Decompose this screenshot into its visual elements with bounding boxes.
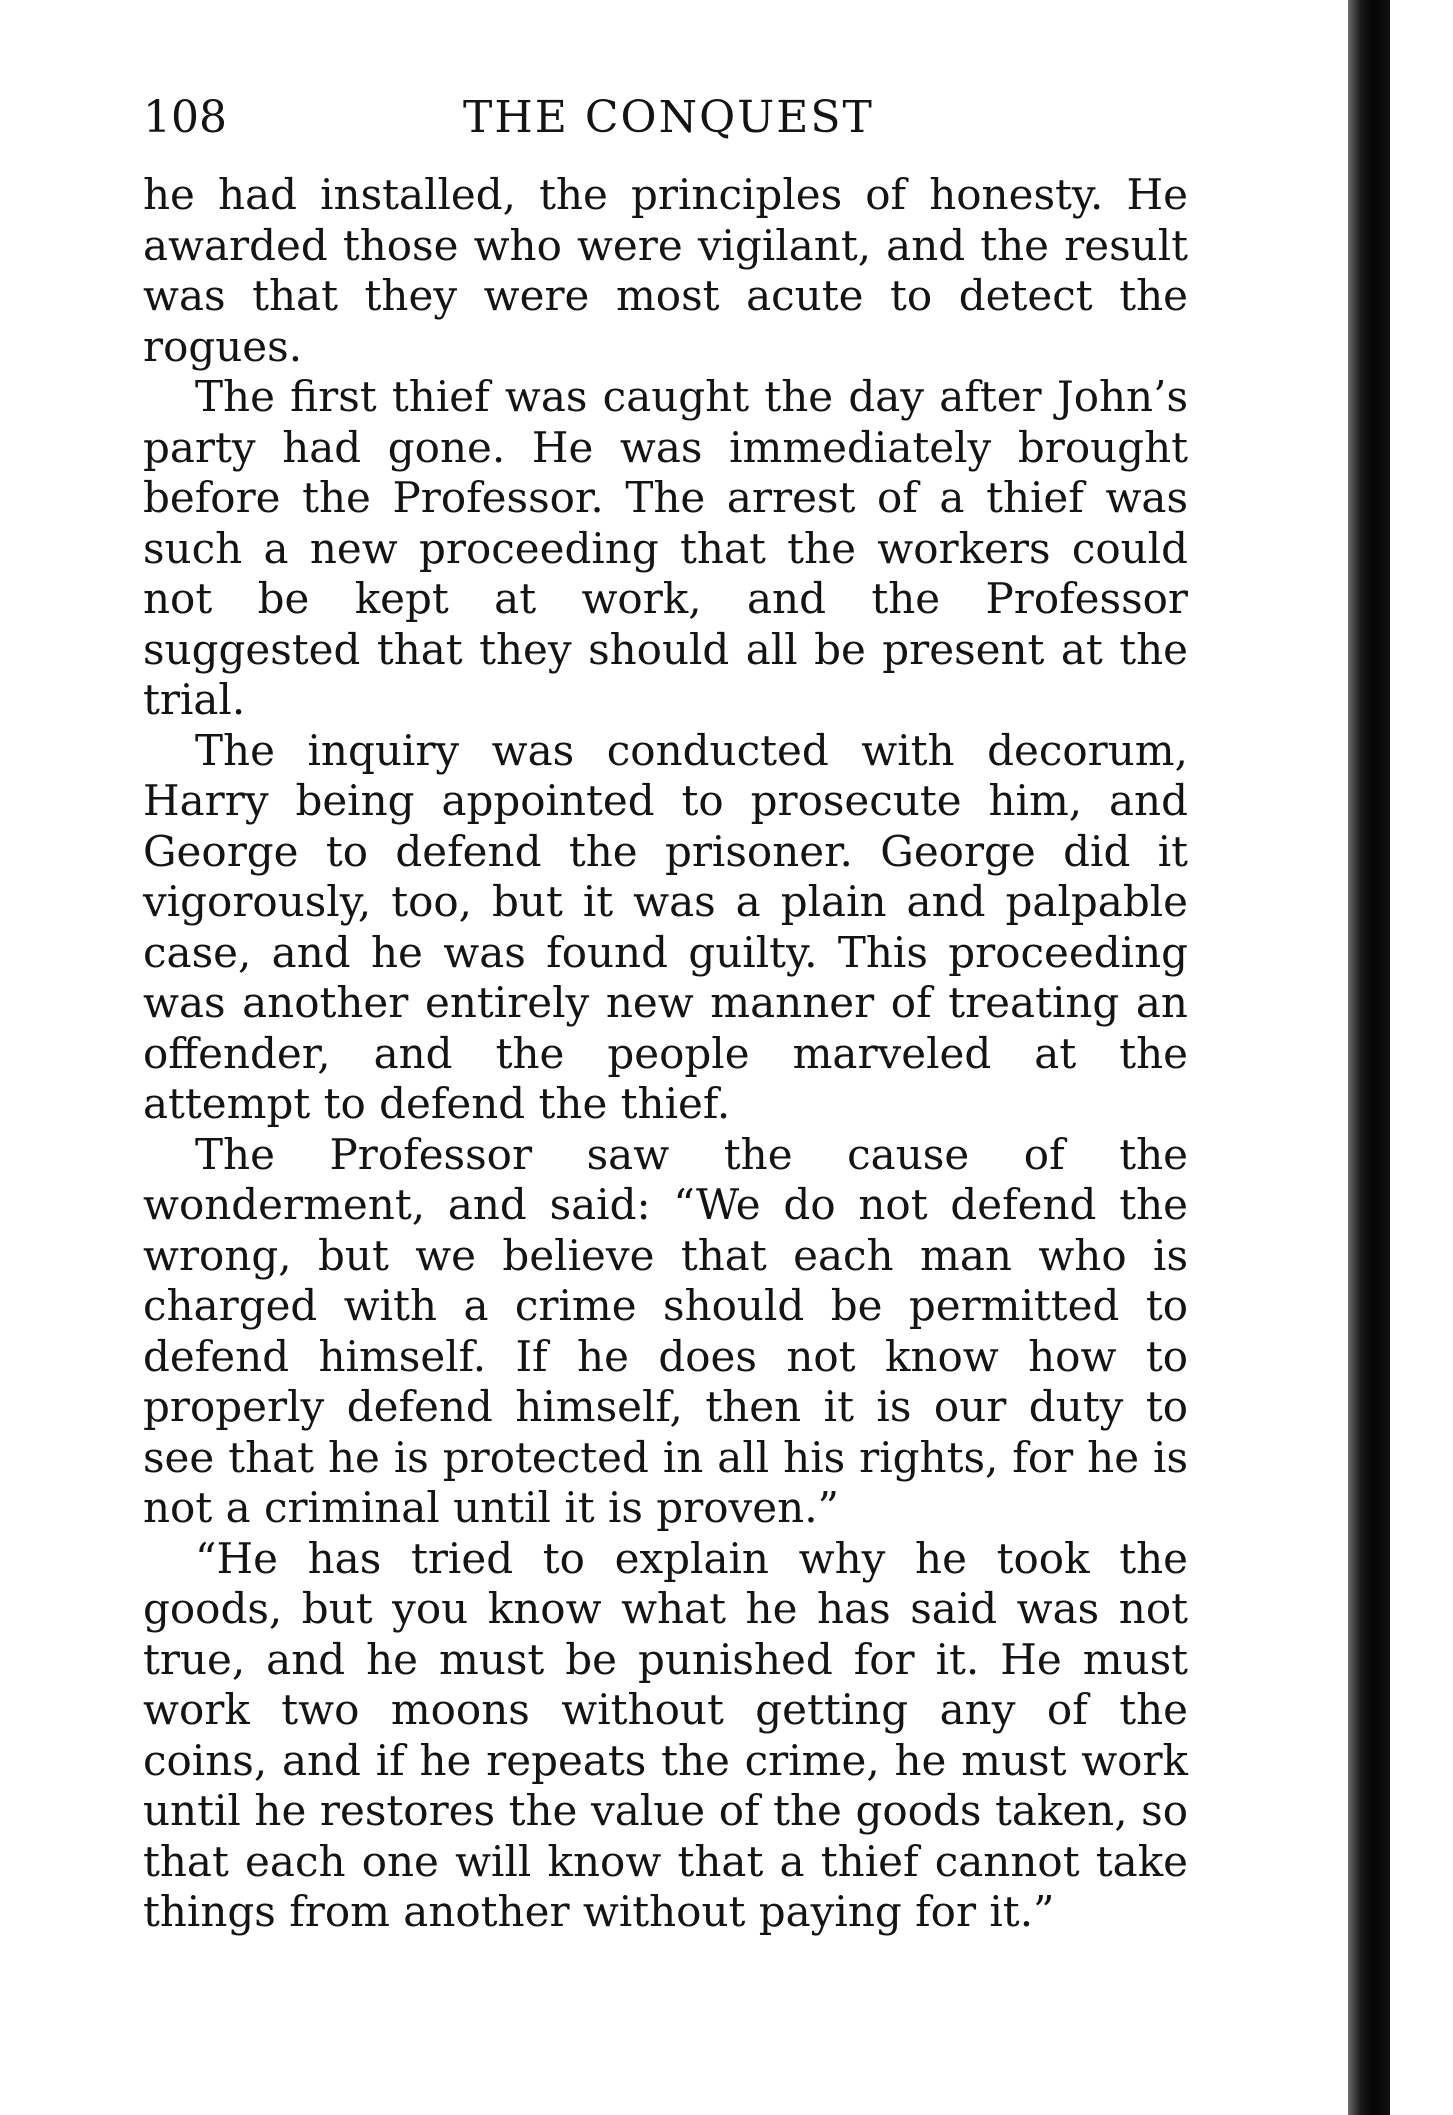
binding-edge [1348,0,1390,2115]
page-margin-right [1390,0,1453,2115]
paragraph-5: “He has tried to explain why he took the goods, but you know what he has said was not true, and he must be punished for it. He must work two moons without getting any of the coins, and if he repeats the crime, he must work until he restores the value of the goods taken, so that each one will know that a thief cannot take things from another without paying for it.” [143,1533,1188,1936]
paragraph-3: The inquiry was conducted with decorum, Harry being appointed to prosecute him, and George to defend the prisoner. George did it vigorously, too, but it was a plain and palpable case, and he was found guilty. This proceeding was another entirely new manner of treating an offender, and the people marveled at the attempt to defend the thief. [143,725,1188,1128]
running-title: THE CONQUEST [463,92,874,143]
page-number: 108 [143,92,227,143]
paragraph-1: he had installed, the principles of honesty. He awarded those who were vigilant, and the result was that they were most acute to detect the rogues. [143,170,1188,371]
paragraph-2: The first thief was caught the day after John’s party had gone. He was immediately brought before the Professor. The arrest of a thief was such a new proceeding that the workers could not be kept at work, and the Professor suggested that they should all be present at the trial. [143,372,1188,724]
body-text [143,170,1188,1938]
page-header [143,88,1188,148]
paragraph-4: The Professor saw the cause of the wonderment, and said: “We do not defend the wrong, but we believe that each man who is charged with a crime should be permitted to defend himself. If he does not know how to properly defend himself, then it is our duty to see that he is protected in all his rights, for he is not a criminal until it is proven.” [143,1129,1188,1532]
